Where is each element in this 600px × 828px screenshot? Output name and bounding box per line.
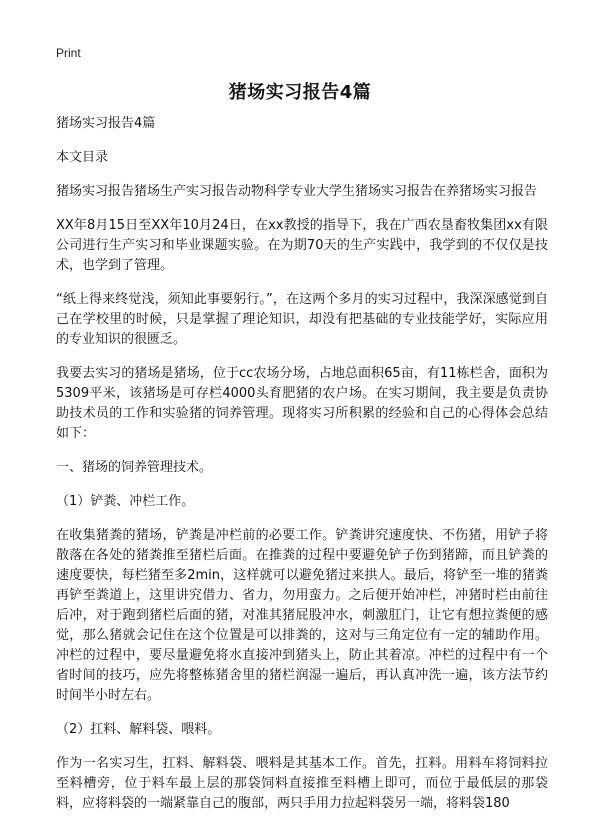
toc-text: 猪场实习报告猪场生产实习报告动物科学专业大学生猪场实习报告在养猪场实习报告	[56, 184, 538, 199]
paragraph-quote: “纸上得来终觉浅，须知此事要躬行。”，在这两个多月的实习过程中，我深深感觉到自己在学校里的时候，只是掌握了理论知识，却没有把基础的专业技能学好，实际应用的专业知识的很匮乏。	[56, 292, 548, 347]
paragraph-intro: XX年8月15日至XX年10月24日，在xx教授的指导下，我在广西农垦畜牧集团xx有限公司进行生产实习和毕业课题实验。在为期70天的生产实践中，我学到的不仅仅是技术，也学到了管理。	[56, 218, 548, 273]
paragraph-farm: 我要去实习的猪场是猪场，位于cc农场分场，占地总面积65亩，有11栋栏舍，面积为5309平米，该猪场是可存栏4000头育肥猪的农户场。在实习期间，我主要是负责协助技术员的工作和实验猪的饲养管理。现将实习所积累的经验和自己的心得体会总结如下：	[56, 366, 548, 441]
toc-heading: 本文目录	[56, 150, 109, 165]
section-heading: 一、猪场的饲养管理技术。	[56, 460, 213, 475]
document-subtitle: 猪场实习报告4篇	[56, 116, 156, 131]
paragraph-cleaning: 在收集猪粪的猪场，铲粪是冲栏前的必要工作。铲粪讲究速度快、不伤猪，用铲子将散落在各处的猪粪推至猪栏后面。在推粪的过程中要避免铲子伤到猪蹄，而且铲粪的速度要快，每栏猪至多2min，这样就可以避免猪过来拱人。最后，将铲至一堆的猪粪再铲至粪道上，这里讲究借力、省力，勿用蛮力。之后便开始冲栏，冲猪时栏由前往后冲，对于跑到猪栏后面的猪，对准其猪屁股冲水，刺激肛门，让它有想拉粪便的感觉，那么猪就会记住在这个位置是可以排粪的，这对与三角定位有一定的辅助作用。冲栏的过程中，要尽量避免将水直接冲到猪头上，防止其着凉。冲栏的过程中有一个省时间的技巧，应先将整栋猪舍里的猪栏润湿一遍后，再认真冲洗一遍，该方法节约时间半小时左右。	[56, 528, 548, 703]
document-title: 猪场实习报告4篇	[228, 82, 372, 103]
paragraph-feeding: 作为一名实习生，扛料、解料袋、喂料是其基本工作。首先，扛料。用料车将饲料拉至料槽旁，位于料车最上层的那袋饲料直接推至料槽上即可，而位于最低层的那袋料，应将料袋的一端紧靠自己的腹部，两只手用力拉起料袋另一端，将料袋180	[56, 756, 548, 811]
print-link[interactable]: Print	[56, 46, 81, 60]
subsection-heading-2: （2）扛料、解料袋、喂料。	[56, 722, 221, 737]
document-body	[56, 114, 548, 828]
subsection-heading-1: （1）铲粪、冲栏工作。	[56, 494, 195, 509]
